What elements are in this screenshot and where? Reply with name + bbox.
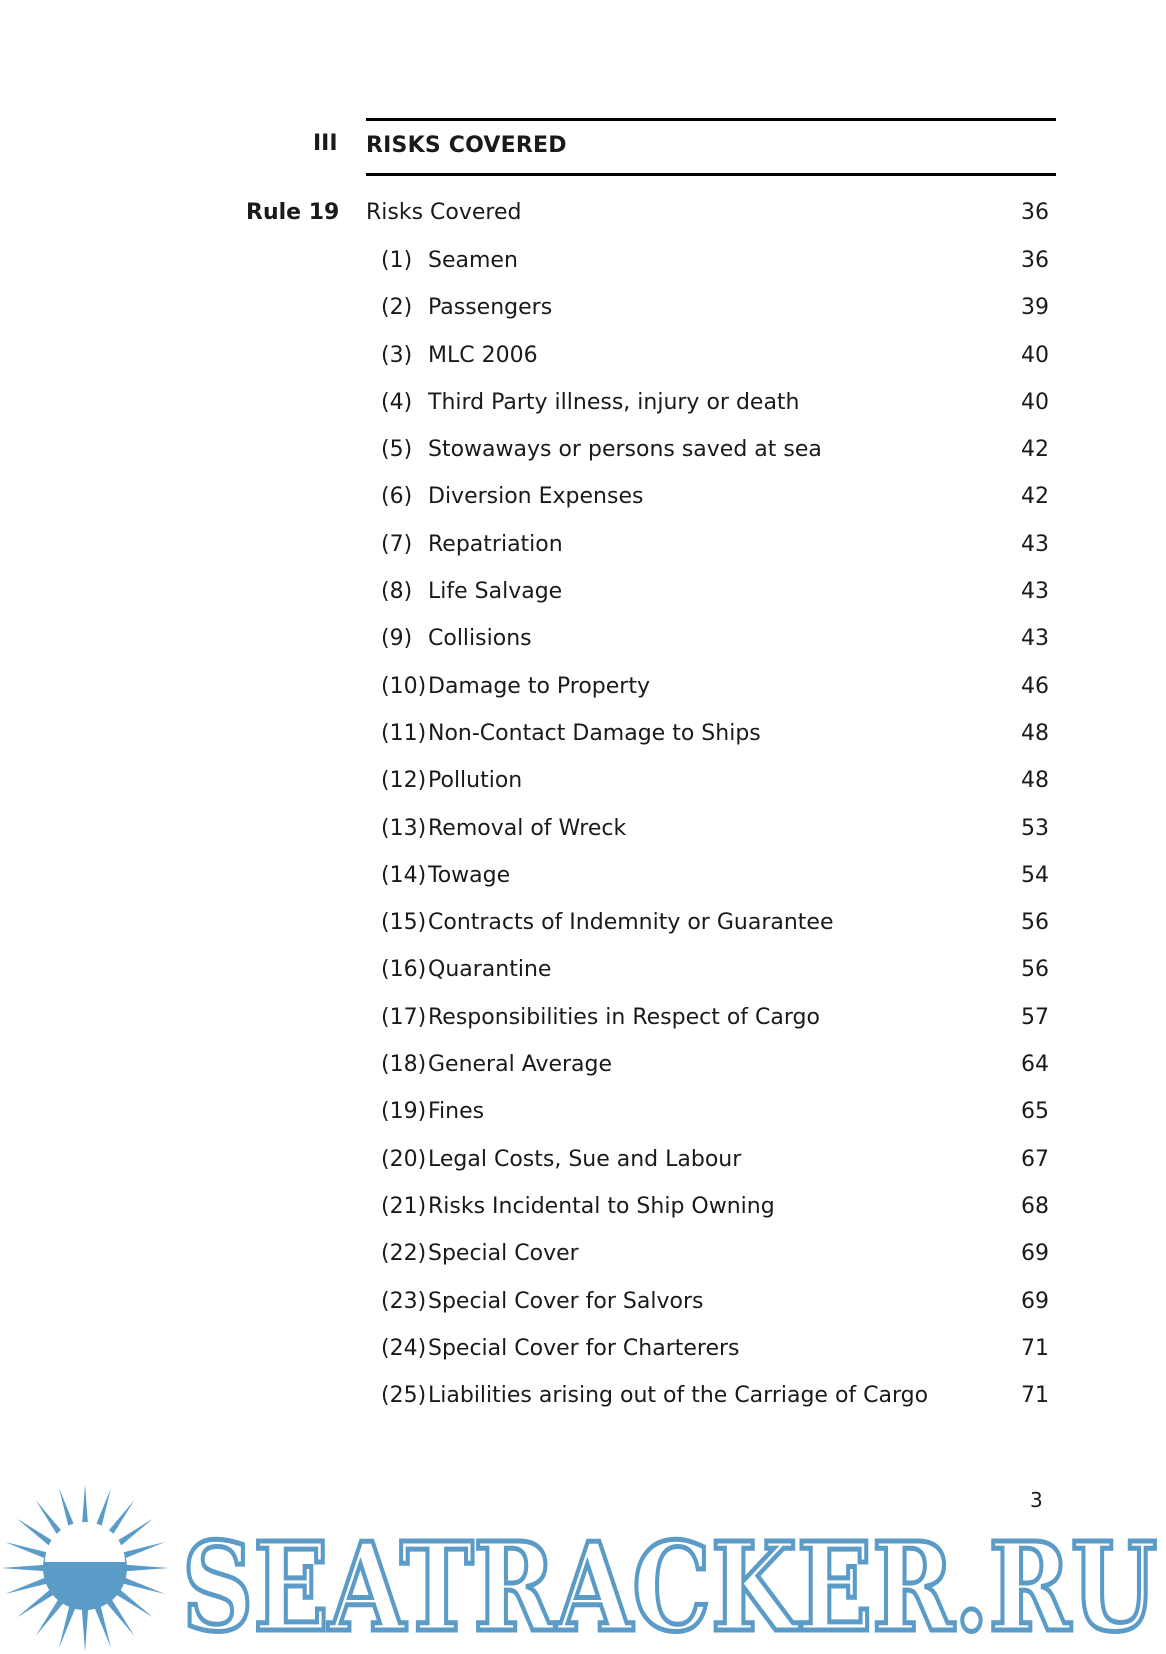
toc-entry [0, 1099, 1166, 1146]
entry-number: (14) [381, 862, 427, 888]
entry-label: Legal Costs, Sue and Labour [428, 1146, 742, 1172]
entry-number: (24) [381, 1335, 427, 1361]
entry-number: (20) [381, 1146, 427, 1172]
rule-page-ref: 36 [1021, 200, 1049, 225]
entry-number: (6) [381, 484, 413, 510]
toc-entry [0, 768, 1166, 815]
watermark-logo [0, 1480, 1166, 1654]
entry-number: (5) [381, 437, 413, 463]
entry-label: Third Party illness, injury or death [428, 389, 800, 415]
toc-entry [0, 1241, 1166, 1288]
section-title: RISKS COVERED [366, 133, 567, 158]
entry-number: (13) [381, 815, 427, 841]
entry-label: Non-Contact Damage to Ships [428, 720, 761, 746]
entry-label: Quarantine [428, 957, 552, 983]
entry-page: 39 [1021, 295, 1049, 321]
entry-label: Special Cover for Charterers [428, 1335, 740, 1361]
toc-entry [0, 484, 1166, 531]
toc-entries [0, 248, 1166, 1430]
entry-label: Special Cover for Salvors [428, 1288, 704, 1314]
entry-label: Liabilities arising out of the Carriage of Cargo [428, 1383, 929, 1409]
toc-entry [0, 1289, 1166, 1336]
rule-title: Risks Covered [366, 200, 522, 225]
entry-page: 42 [1021, 484, 1049, 510]
entry-page: 43 [1021, 531, 1049, 557]
entry-number: (7) [381, 531, 413, 557]
entry-label: Special Cover [428, 1241, 579, 1267]
entry-number: (21) [381, 1193, 427, 1219]
toc-entry [0, 532, 1166, 579]
toc-entry [0, 1383, 1166, 1430]
toc-entry [0, 343, 1166, 390]
entry-page: 48 [1021, 768, 1049, 794]
entry-label: Seamen [428, 248, 518, 273]
section-number: III [313, 131, 338, 156]
entry-label: Responsibilities in Respect of Cargo [428, 1004, 820, 1030]
toc-entry [0, 816, 1166, 863]
entry-number: (12) [381, 768, 427, 794]
entry-page: 71 [1021, 1335, 1049, 1361]
entry-number: (23) [381, 1288, 427, 1314]
entry-label: Damage to Property [428, 673, 650, 699]
entry-label: Risks Incidental to Ship Owning [428, 1193, 775, 1219]
entry-page: 43 [1021, 626, 1049, 652]
toc-entry [0, 626, 1166, 673]
entry-number: (19) [381, 1099, 427, 1125]
entry-number: (8) [381, 579, 413, 605]
toc-entry [0, 1147, 1166, 1194]
toc-entry [0, 1194, 1166, 1241]
rule-label: Rule 19 [246, 200, 340, 225]
entry-page: 42 [1021, 437, 1049, 463]
entry-page: 36 [1021, 248, 1049, 273]
entry-label: Fines [428, 1099, 485, 1125]
toc-entry [0, 248, 1166, 295]
toc-entry [0, 579, 1166, 626]
entry-label: MLC 2006 [428, 342, 538, 368]
toc-entry [0, 721, 1166, 768]
entry-page: 68 [1021, 1193, 1049, 1219]
entry-page: 56 [1021, 957, 1049, 983]
entry-label: Diversion Expenses [428, 484, 644, 510]
entry-number: (16) [381, 957, 427, 983]
toc-entry [0, 957, 1166, 1004]
entry-number: (25) [381, 1383, 427, 1409]
entry-number: (9) [381, 626, 413, 652]
entry-page: 67 [1021, 1146, 1049, 1172]
entry-page: 56 [1021, 910, 1049, 936]
entry-number: (4) [381, 389, 413, 415]
entry-page: 57 [1021, 1004, 1049, 1030]
entry-number: (10) [381, 673, 427, 699]
entry-page: 43 [1021, 579, 1049, 605]
page-number: 3 [1030, 1488, 1043, 1512]
entry-page: 53 [1021, 815, 1049, 841]
entry-page: 46 [1021, 673, 1049, 699]
entry-label: Towage [428, 862, 511, 888]
entry-page: 40 [1021, 389, 1049, 415]
entry-label: Stowaways or persons saved at sea [428, 437, 822, 463]
entry-number: (22) [381, 1241, 427, 1267]
sun-burst-icon [1, 1484, 169, 1652]
entry-page: 69 [1021, 1241, 1049, 1267]
toc-entry [0, 437, 1166, 484]
entry-label: General Average [428, 1052, 613, 1078]
entry-label: Collisions [428, 626, 532, 652]
entry-label: Contracts of Indemnity or Guarantee [428, 910, 834, 936]
toc-entry [0, 1336, 1166, 1383]
entry-number: (11) [381, 720, 427, 746]
toc-entry [0, 910, 1166, 957]
entry-label: Passengers [428, 295, 553, 321]
entry-label: Repatriation [428, 531, 563, 557]
toc-entry [0, 1005, 1166, 1052]
entry-label: Life Salvage [428, 579, 563, 605]
watermark-text: SEATRACKER.RU [182, 1515, 1157, 1654]
entry-label: Pollution [428, 768, 523, 794]
toc-entry [0, 295, 1166, 342]
toc-entry [0, 390, 1166, 437]
section-header [366, 118, 1056, 176]
entry-page: 69 [1021, 1288, 1049, 1314]
entry-page: 71 [1021, 1383, 1049, 1409]
entry-number: (1) [381, 248, 413, 273]
toc-entry [0, 674, 1166, 721]
entry-number: (15) [381, 910, 427, 936]
entry-number: (18) [381, 1052, 427, 1078]
entry-number: (17) [381, 1004, 427, 1030]
entry-number: (2) [381, 295, 413, 321]
entry-number: (3) [381, 342, 413, 368]
toc-entry [0, 863, 1166, 910]
entry-page: 64 [1021, 1052, 1049, 1078]
entry-label: Removal of Wreck [428, 815, 627, 841]
entry-page: 48 [1021, 720, 1049, 746]
entry-page: 54 [1021, 862, 1049, 888]
entry-page: 40 [1021, 342, 1049, 368]
entry-page: 65 [1021, 1099, 1049, 1125]
toc-entry [0, 1052, 1166, 1099]
